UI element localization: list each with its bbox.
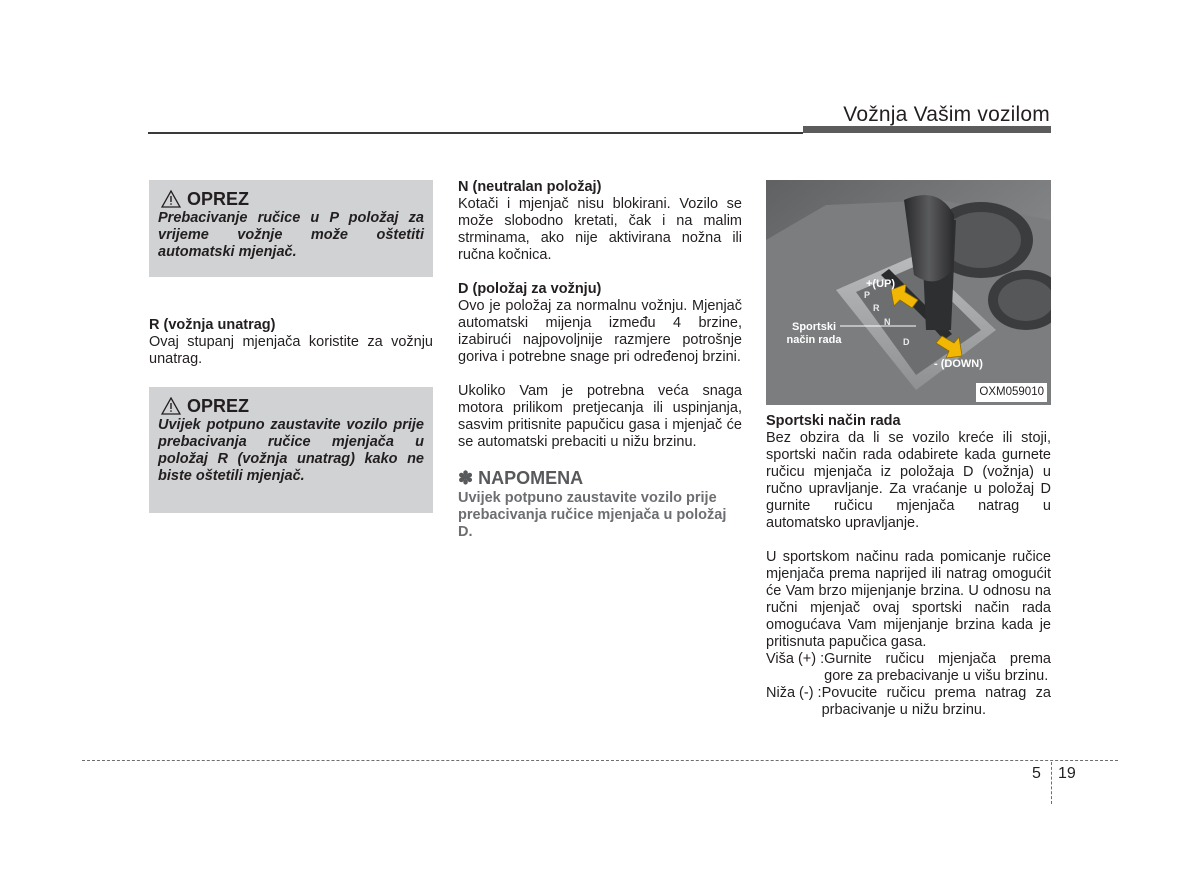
chapter-number: 5 <box>1032 765 1041 782</box>
section-text: U sportskom načinu rada pomicanje ručice mjenjača prema naprijed ili natrag omogućit će Vam brzo mijenjanje brzina. U odnosu na ručni mjenjač ovaj sportski način rada omogućava Vam mijenjanje brzina kada je pritisnuta papučica gasa. <box>766 549 1051 650</box>
note-heading: ✽ NAPOMENA <box>458 468 584 488</box>
warning-triangle-icon <box>161 190 181 208</box>
list-item <box>766 651 1051 685</box>
gate-letter-r: R <box>873 303 880 313</box>
footer-rule <box>82 760 1118 761</box>
section-text: Kotači i mjenjač nisu blokirani. Vozilo se može slobodno kretati, čak i na malim strminama, ako nije aktivirana nožna ili ručna kočnica. <box>458 196 742 263</box>
up-label: +(UP) <box>866 278 896 290</box>
right-column <box>766 180 1051 719</box>
section-text: Ukoliko Vam je potrebna veća snaga motora prilikom pretjecanja ili uspinjanja, sasvim pritisnite papučicu gasa i mjenjač će se automatski prebaciti u nižu brzinu. <box>458 383 742 450</box>
caution-heading: OPREZ <box>187 188 250 209</box>
caution-box <box>149 387 433 513</box>
list-item-key: Viša (+) : <box>766 651 825 667</box>
caution-heading: OPREZ <box>187 395 250 416</box>
list-item <box>766 685 1051 719</box>
gear-shifter-figure <box>766 180 1051 405</box>
list-item-value: Povucite ručicu prema natrag za prbacivanje u nižu brzinu. <box>821 685 1051 718</box>
section-heading: Sportski način rada <box>766 413 901 429</box>
section-heading: D (položaj za vožnju) <box>458 281 602 297</box>
middle-column <box>458 179 742 541</box>
list-item-value: Gurnite ručicu mjenjača prema gore za prebacivanje u višu brzinu. <box>824 651 1051 684</box>
page-header-title: Vožnja Vašim vozilom <box>843 103 1050 126</box>
caution-box <box>149 180 433 277</box>
note-text: Uvijek potpuno zaustavite vozilo prije prebacivanja ručice mjenjača u položaj D. <box>458 490 727 540</box>
page-number: 19 <box>1058 765 1076 782</box>
gear-shifter-illustration <box>766 180 1051 405</box>
section-heading: N (neutralan položaj) <box>458 179 602 195</box>
header-rule-accent <box>803 126 1051 133</box>
section-heading: R (vožnja unatrag) <box>149 317 276 333</box>
caution-text: Prebacivanje ručice u P položaj za vrijeme vožnje može oštetiti automatski mjenjač. <box>158 210 424 260</box>
left-column <box>149 180 433 529</box>
section-text: Ovo je položaj za normalnu vožnju. Mjenjač automatski mijenja između 4 brzine, izabirući najpovoljnije razmjere potrošnje goriva i potrebne snage pri određenoj brzini. <box>458 298 742 365</box>
figure-code: OXM059010 <box>976 383 1047 402</box>
gate-letter-p: P <box>864 290 871 300</box>
down-label: - (DOWN) <box>934 358 983 370</box>
gate-letter-d: D <box>903 337 910 347</box>
gate-letter-n: N <box>884 317 891 327</box>
header-rule <box>148 132 803 134</box>
section-text: Bez obzira da li se vozilo kreće ili stoji, sportski način rada odabirete kada gurnete ručicu mjenjača iz položaja D (vožnja) u ručno upravljanje. Za vraćanje u položaj D gurnite ručicu mjenjača natrag u automatsko upravljanje. <box>766 430 1051 531</box>
list-item-key: Niža (-) : <box>766 685 822 701</box>
footer-divider <box>1051 762 1052 804</box>
sport-mode-label: Sportski način rada <box>786 321 842 346</box>
caution-text: Uvijek potpuno zaustavite vozilo prije prebacivanja ručice mjenjača u položaj R (vožnja unatrag) kako ne biste oštetili mjenjač. <box>158 417 424 484</box>
warning-triangle-icon <box>161 397 181 415</box>
section-text: Ovaj stupanj mjenjača koristite za vožnju unatrag. <box>149 334 433 367</box>
